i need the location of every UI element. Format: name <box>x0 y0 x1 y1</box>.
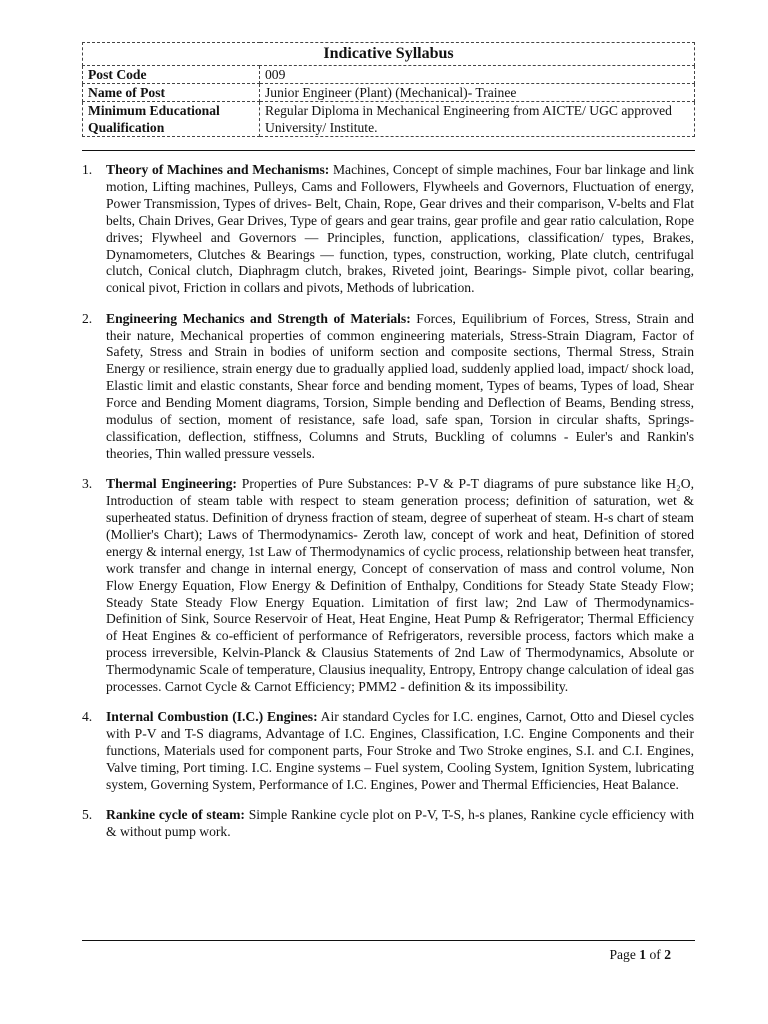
item-text: Properties of Pure Substances: P-V & P-T diagrams of pure substance like H₂O, Introduction of steam table with respect to steam generation process; definition of saturation, wet & superheated status. Definition of dryness fraction of steam, degree of superheat of steam. H-s chart of steam (Mollier's Chart); Laws of Thermodynamics- Zeroth law, concept of work and heat, Definition of stored energy & internal energy, 1st Law of Thermodynamics of cyclic process, relationship between heat transfer, work transfer and change in internal energy, Concept of conservation of mass and control volume, Non Flow Energy Equation, Flow Energy & Definition of Enthalpy, Conditions for Steady State Steady Flow; Steady State Steady Flow Energy Equation. Limitation of first law; 2nd Law of Thermodynamics- Definition of Sink, Source Reservoir of Heat, Heat Engine, Heat Pump & Refrigerator; Thermal Efficiency of Heat Engines & co-efficient of performance of Refrigerators, reversible process, factors which make a process irreversible, Kelvin-Planck & Clausius Statements of 2nd Law of Thermodynamics, Absolute or Thermodynamic Scale of temperature, Clausius inequality, Entropy, Entropy change calculation of ideal gas processes. Carnot Cycle & Carnot Efficiency; PMM2 - definition & its impossibility. <box>106 476 694 695</box>
item-number: 1. <box>82 162 93 177</box>
item-heading: Theory of Machines and Mechanisms: <box>106 162 330 177</box>
qualification-label: Minimum Educational Qualification <box>83 102 260 137</box>
list-item <box>82 709 694 794</box>
item-text: Simple Rankine cycle plot on P-V, T-S, h-s planes, Rankine cycle efficiency with & without pump work. <box>106 807 695 840</box>
item-text: Forces, Equilibrium of Forces, Stress, Strain and their nature, Mechanical properties of common engineering materials, Stress-Strain Diagram, Factor of Safety, Stress and Strain in bodies of uniform section and composite sections, Thermal Stress, Strain Energy or resilience, strain energy due to gradually applied load, suddenly applied load, impact/ shock load, Elastic limit and elastic constants, Shear force and bending moment, Types of beams, Types of load, Shear Force and Bending Moment diagrams, Torsion, Simple bending and Deflection of Beams, Bending stress, modulus of section, moment of resistance, safe load, safe span, Torsion in circular shafts, Springs- classification, deflection, stiffness, Columns and Struts, Buckling of columns - Euler's and Rankin's theories, Thin walled pressure vessels. <box>106 310 694 461</box>
page-prefix: Page <box>609 947 640 962</box>
table-row <box>83 66 695 84</box>
syllabus-list <box>82 162 694 854</box>
total-pages: 2 <box>664 947 671 962</box>
table-row <box>83 84 695 102</box>
list-item <box>82 311 694 463</box>
table-row <box>83 102 695 137</box>
qualification-value: Regular Diploma in Mechanical Engineering from AICTE/ UGC approved University/ Institute. <box>260 102 695 137</box>
item-heading: Rankine cycle of steam: <box>106 807 245 823</box>
list-item <box>82 476 694 696</box>
post-name-label: Name of Post <box>83 84 260 102</box>
item-text: Machines, Concept of simple machines, Four bar linkage and link motion, Lifting machines, Pulleys, Cams and Followers, Flywheels and Governors, Fluctuation of energy, Power Transmission, Types of drives- Belt, Chain, Rope, Gear drives and their comparison, V-belts and Flat belts, Chain Drives, Gear Drives, Type of gears and gear trains, gear profile and gear ratio calculation, Rope drives; Flywheel and Governors — Principles, function, applications, classification/ types, Brakes, Dynamometers, Clutches & Bearings — function, types, construction, working, Plate clutch, centrifugal clutch, Conical clutch, Diaphragm clutch, brakes, Riveted joint, Bearings- Simple pivot, collar bearing, conical pivot, Friction in collars and pivots, Methods of lubrication. <box>106 162 694 296</box>
item-heading: Internal Combustion (I.C.) Engines: <box>106 709 318 725</box>
item-number: 5. <box>82 807 93 823</box>
list-item <box>82 162 694 297</box>
table-title: Indicative Syllabus <box>83 43 695 66</box>
item-number: 4. <box>82 709 93 725</box>
page-number <box>609 947 671 963</box>
list-item <box>82 807 694 841</box>
item-text: Air standard Cycles for I.C. engines, Carnot, Otto and Diesel cycles with P-V and T-S diagrams, Advantage of I.C. Engines, Classification, I.C. Engine Components and their functions, Materials used for component parts, Four Stroke and Two Stroke engines, S.I. and C.I. Engines, Valve timing, Port timing. I.C. Engine systems – Fuel system, Cooling System, Ignition System, lubricating system, Governing System, Performance of I.C. Engines, Power and Thermal Efficiencies, Heat Balance. <box>106 709 694 792</box>
post-code-value: 009 <box>260 66 695 84</box>
item-heading: Engineering Mechanics and Strength of Materials: <box>106 310 411 326</box>
footer-divider <box>82 940 695 941</box>
current-page: 1 <box>639 947 647 962</box>
item-number: 3. <box>82 476 93 492</box>
item-heading: Thermal Engineering: <box>106 476 237 492</box>
post-info-table <box>82 42 695 137</box>
post-name-value: Junior Engineer (Plant) (Mechanical)- Trainee <box>260 84 695 102</box>
page-of: of <box>646 947 665 962</box>
post-code-label: Post Code <box>83 66 260 84</box>
top-divider <box>82 150 695 151</box>
item-number: 2. <box>82 310 93 326</box>
